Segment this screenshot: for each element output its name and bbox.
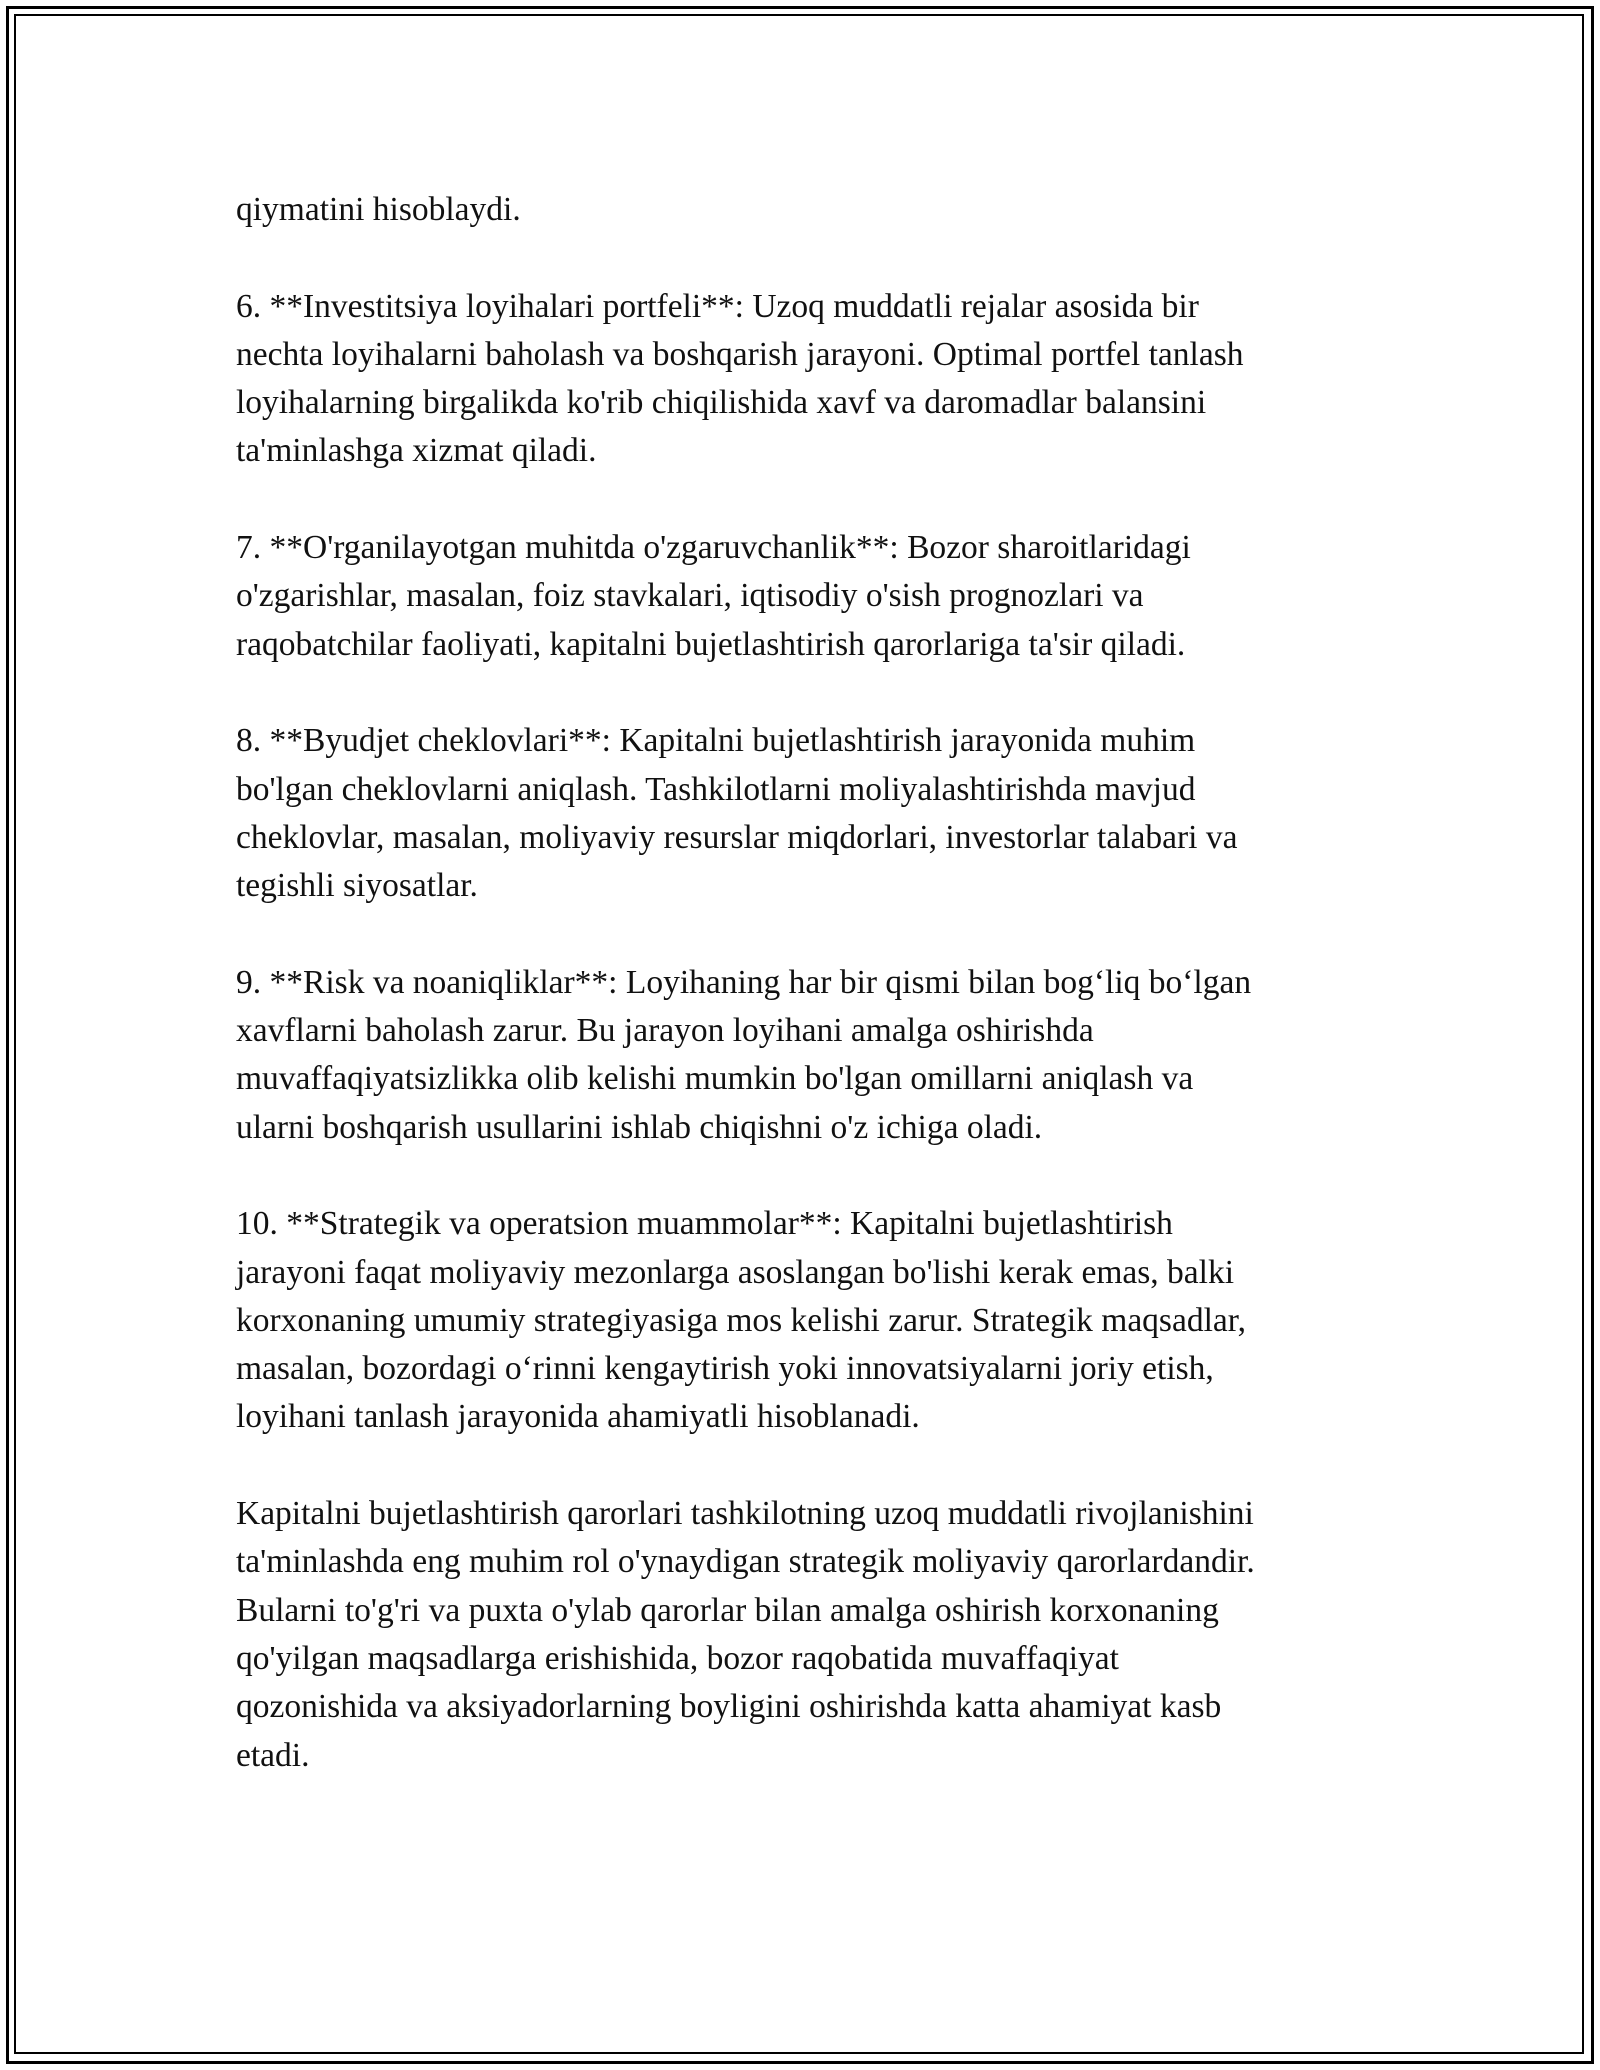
list-item-9-risk-uncertainty: 9. **Risk va noaniqliklar**: Loyihaning har bir qismi bilan bog‘liq bo‘lgan xavflarni baholash zarur. Bu jarayon loyihani amalga oshirishda muvaffaqiyatsizlikka olib kelishi mumkin bo'lgan omillarni aniqlash va ularni boshqarish usullarini ishlab chiqishni o'z ichiga oladi.: [236, 963, 1252, 1146]
conclusion-paragraph: Kapitalni bujetlashtirish qarorlari tashkilotning uzoq muddatli rivojlanishini ta'minlashda eng muhim rol o'ynaydigan strategik moliyaviy qarorlardandir. Bularni to'g'ri va puxta o'ylab qarorlar bilan amalga oshirish korxonaning qo'yilgan maqsadlarga erishishida, bozor raqobatida muvaffaqiyat qozonishida va aksiyadorlarning boyligini oshirishda katta ahamiyat kasb etadi.: [236, 1495, 1255, 1774]
list-item-6-investment-portfolio: 6. **Investitsiya loyihalari portfeli**: Uzoq muddatli rejalar asosida bir nechta loyihalarni baholash va boshqarish jarayoni. Optimal portfel tanlash loyihalarning birgalikda ko'rib chiqilishida xavf va daromadlar balansini ta'minlashga xizmat qiladi.: [236, 287, 1244, 470]
list-item-10-strategic-operational: 10. **Strategik va operatsion muammolar**: Kapitalni bujetlashtirish jarayoni faqat moliyaviy mezonlarga asoslangan bo'lishi kerak emas, balki korxonaning umumiy strategiyasiga mos kelishi zarur. Strategik maqsadlar, masalan, bozordagi o‘rinni kengaytirish yoki innovatsiyalarni joriy etish, loyihani tanlash jarayonida ahamiyatli hisoblanadi.: [236, 1205, 1246, 1436]
paragraph-continuation: qiymatini hisoblaydi.: [236, 191, 521, 228]
list-item-7-environment-variability: 7. **O'rganilayotgan muhitda o'zgaruvchanlik**: Bozor sharoitlaridagi o'zgarishlar, masalan, foiz stavkalari, iqtisodiy o'sish prognozlari va raqobatchilar faoliyati, kapitalni bujetlashtirish qarorlariga ta'sir qiladi.: [236, 529, 1191, 663]
document-body: [236, 186, 1366, 1828]
list-item-8-budget-constraints: 8. **Byudjet cheklovlari**: Kapitalni bujetlashtirish jarayonida muhim bo'lgan cheklovlarni aniqlash. Tashkilotlarni moliyalashtirishda mavjud cheklovlar, masalan, moliyaviy resurslar miqdorlari, investorlar talabari va tegishli siyosatlar.: [236, 722, 1238, 905]
